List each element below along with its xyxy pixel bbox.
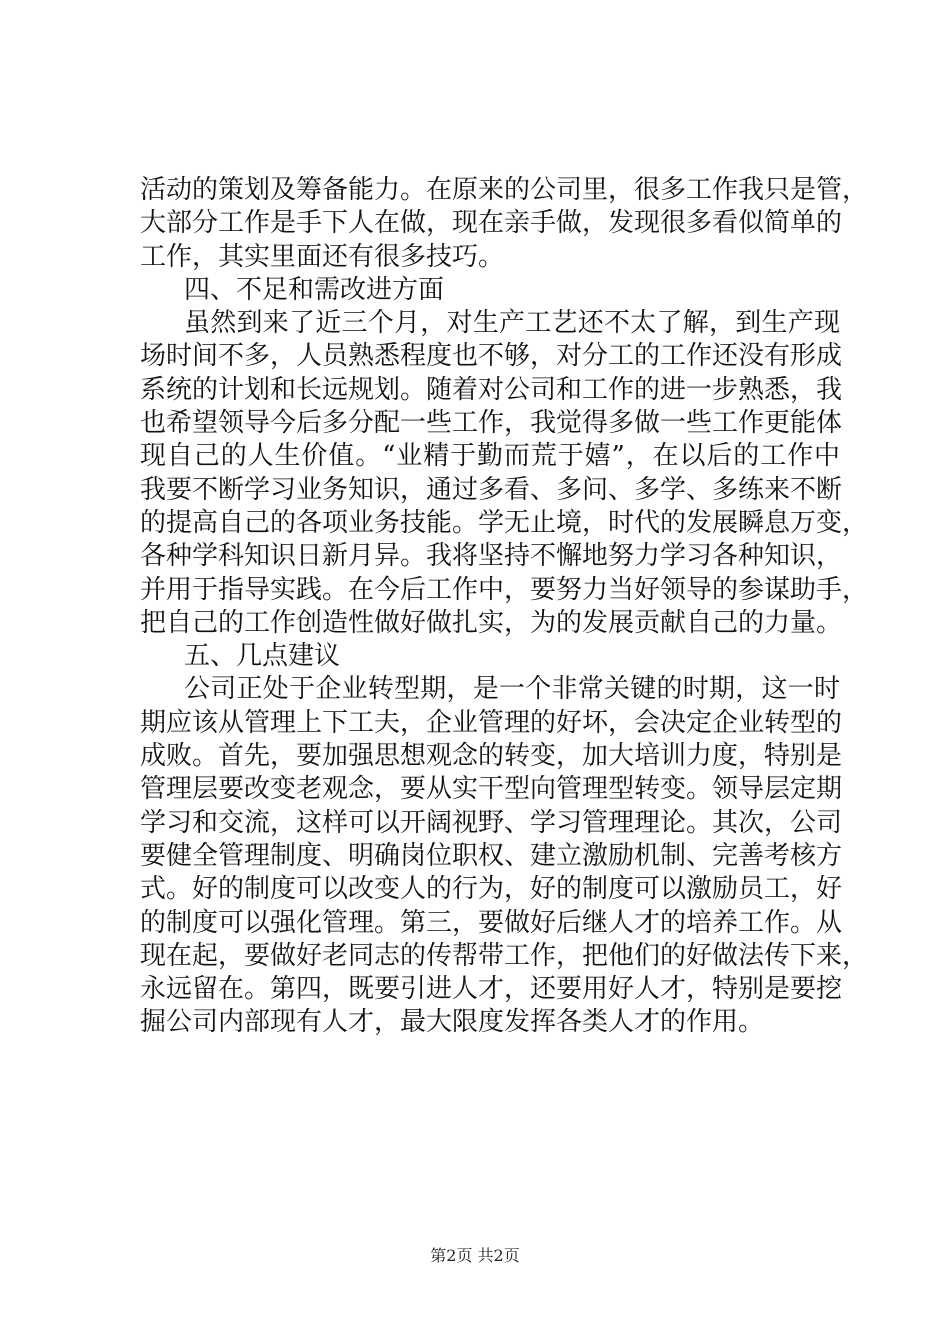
section-heading: 四、不足和需改进方面 bbox=[184, 274, 445, 305]
text-line: 虽然到来了近三个月，对生产工艺还不太了解，到生产现 bbox=[184, 308, 840, 339]
text-line: 的提高自己的各项业务技能。学无止境，时代的发展瞬息万变， bbox=[140, 507, 869, 538]
text-line: 并用于指导实践。在今后工作中，要努力当好领导的参谋助手， bbox=[140, 574, 869, 605]
text-line: 工作，其实里面还有很多技巧。 bbox=[140, 241, 505, 272]
text-line: 成败。首先，要加强思想观念的转变，加大培训力度，特别是 bbox=[140, 741, 843, 772]
text-line: 管理层要改变老观念，要从实干型向管理型转变。领导层定期 bbox=[140, 774, 843, 805]
text-line: 学习和交流，这样可以开阔视野、学习管理理论。其次，公司 bbox=[140, 807, 843, 838]
text-line: 各种学科知识日新月异。我将坚持不懈地努力学习各种知识， bbox=[140, 541, 843, 572]
text-line: 我要不断学习业务知识，通过多看、多问、多学、多练来不断 bbox=[140, 474, 843, 505]
text-line: 现自己的人生价值。“业精于勤而荒于嬉”，在以后的工作中 bbox=[140, 441, 840, 472]
text-line: 大部分工作是手下人在做，现在亲手做，发现很多看似简单的 bbox=[140, 208, 843, 239]
text-line: 把自己的工作创造性做好做扎实，为的发展贡献自己的力量。 bbox=[140, 607, 843, 638]
text-line: 现在起，要做好老同志的传帮带工作，把他们的好做法传下来， bbox=[140, 940, 869, 971]
text-line: 系统的计划和长远规划。随着对公司和工作的进一步熟悉，我 bbox=[140, 374, 843, 405]
text-line: 期应该从管理上下工夫，企业管理的好坏，会决定企业转型的 bbox=[140, 707, 843, 738]
text-line: 公司正处于企业转型期，是一个非常关键的时期，这一时 bbox=[184, 674, 840, 705]
text-line: 永远留在。第四，既要引进人才，还要用好人才，特别是要挖 bbox=[140, 974, 843, 1005]
page-number-footer: 第2页 共2页 bbox=[430, 1246, 520, 1265]
text-line: 要健全管理制度、明确岗位职权、建立激励机制、完善考核方 bbox=[140, 840, 843, 871]
document-body bbox=[140, 174, 869, 1040]
section-heading: 五、几点建议 bbox=[184, 641, 341, 672]
text-line: 活动的策划及筹备能力。在原来的公司里，很多工作我只是管， bbox=[140, 175, 869, 205]
text-line: 场时间不多，人员熟悉程度也不够，对分工的工作还没有形成 bbox=[140, 341, 843, 372]
text-line: 掘公司内部现有人才，最大限度发挥各类人才的作用。 bbox=[140, 1007, 765, 1038]
text-line: 的制度可以强化管理。第三，要做好后继人才的培养工作。从 bbox=[140, 907, 843, 938]
text-line: 也希望领导今后多分配一些工作，我觉得多做一些工作更能体 bbox=[140, 408, 843, 439]
text-line: 式。好的制度可以改变人的行为，好的制度可以激励员工，好 bbox=[140, 874, 843, 905]
